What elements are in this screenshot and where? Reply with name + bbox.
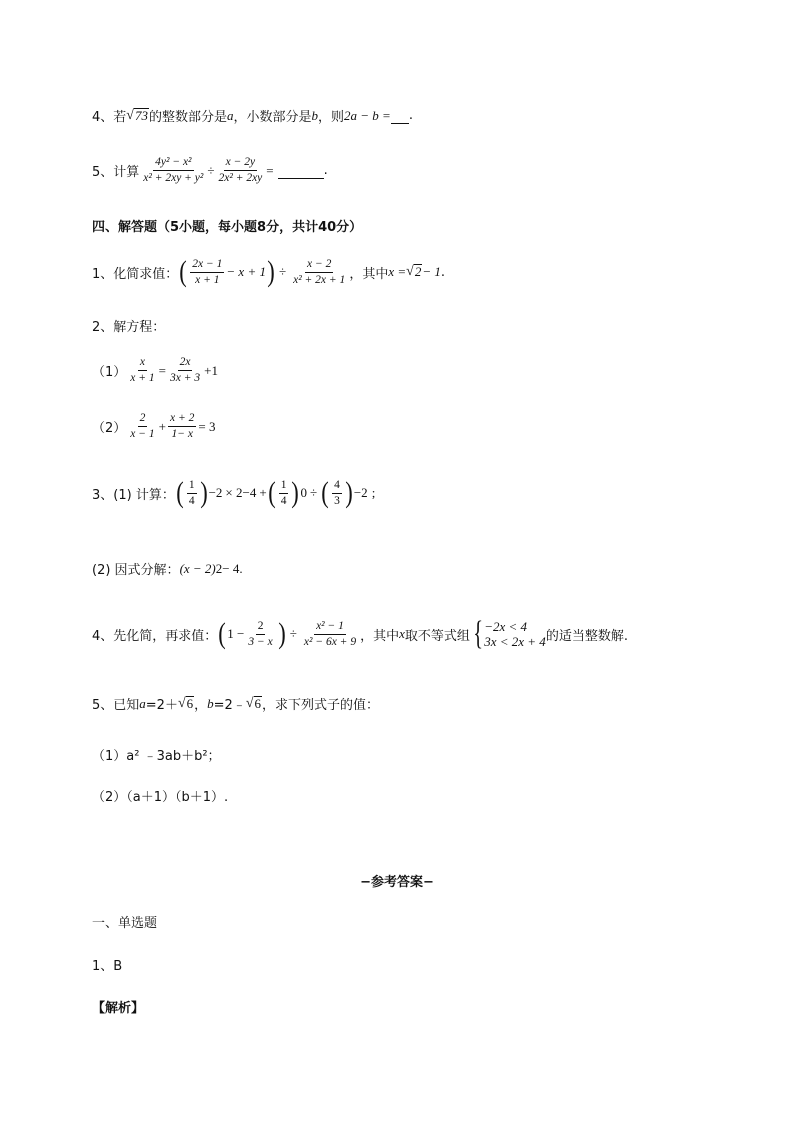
fraction: $\frac{\text{4y² − x²}}{\text{x² + 2xy + y²}}$ <box>143 156 204 184</box>
problem-1: 1、化简求值： ( $\frac{2x - 1}{x + 1}$ − x + 1 ) ÷ $\frac{x - 2}{\text{x² + 2x + 1}}$ ，其中 x = √ 2 − 1 . <box>92 255 445 288</box>
analysis-label: 【解析】 <box>92 1001 145 1016</box>
sqrt-2: √ 2 <box>406 264 422 279</box>
sqrt-6: √ 6 <box>177 695 194 711</box>
problem-3-part-2: (2) 因式分解： (x − 2) 2 − 4. <box>92 560 243 578</box>
problem-2-part-2: （2） $\frac{2}{x - 1}$ + $\frac{x + 2}{1- x}$ = 3 <box>92 412 216 440</box>
answer-section: 一、单选题 <box>92 916 158 931</box>
question-4: 4、若 √ 73 的整数部分是 a ，小数部分是 b ，则 2a − b = . <box>92 107 413 125</box>
answer-key-title: −参考答案− <box>360 875 434 890</box>
problem-3: 3、(1) 计算： ( $\frac{1}{4}$ ) −2 × 2 −4 + ( $\frac{1}{4}$ ) 0 ÷ ( $\frac{4}{3}$ ) −2 ; <box>92 476 376 509</box>
sqrt-73: √ 73 <box>126 107 148 123</box>
answer-item: 1、B <box>92 959 123 974</box>
parenthesized-expression: ( $\frac{2x - 1}{x + 1}$ − x + 1 ) <box>179 255 275 288</box>
problem-5-part-2: （2）（a＋1）（b＋1）. <box>92 790 229 805</box>
fraction: $\frac{x - 2}{\text{x² + 2x + 1}}$ <box>293 257 346 286</box>
answer-blank[interactable] <box>278 163 324 179</box>
problem-4: 4、先化简，再求值： ( 1 − $\frac{2}{3 - x}$ ) ÷ $\frac{\text{x² − 1}}{\text{x² − 6x + 9}}$ ，其中 x 取不等式组 { −2x < 4 3x < 2x + 4 的适当整数解. <box>92 615 628 652</box>
problem-2-title: 2、解方程： <box>92 320 166 335</box>
sqrt-6: √ 6 <box>245 695 262 711</box>
fraction: $\frac{x - 2y}{\text{2x² + 2xy}}$ <box>218 156 263 184</box>
section-title: 四、解答题（5小题，每小题8分，共计40分） <box>92 220 363 235</box>
question-5: 5、计算 $\frac{\text{4y² − x²}}{\text{x² + 2xy + y²}}$ ÷ $\frac{x - 2y}{\text{2x² + 2xy}}$ = . <box>92 156 328 184</box>
problem-5-part-1: （1）a² ﹣3ab＋b²； <box>92 749 221 764</box>
answer-blank[interactable] <box>391 108 409 124</box>
brace-icon: { <box>473 615 483 652</box>
problem-2-part-1: （1） $\frac{x}{x + 1}$ = $\frac{2x}{3x + 3}$ +1 <box>92 356 218 384</box>
inequality-system: −2x < 4 3x < 2x + 4 <box>484 619 546 649</box>
problem-5: 5、已知 a =2＋ √ 6 ， b =2﹣ √ 6 ，求下列式子的值： <box>92 695 380 713</box>
